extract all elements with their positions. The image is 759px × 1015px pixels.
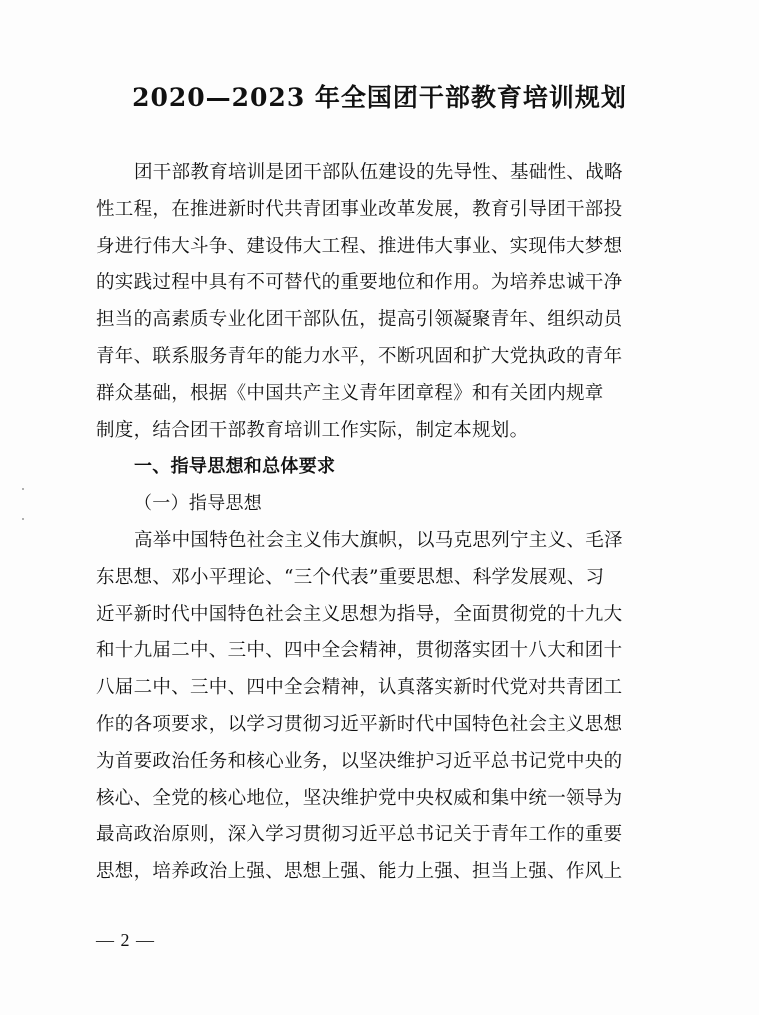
- paragraph-line: 和十九届二中、三中、四中全会精神，贯彻落实团十八大和团十: [96, 640, 623, 662]
- paragraph-line: 最高政治原则，深入学习贯彻习近平总书记关于青年工作的重要: [96, 824, 623, 846]
- paragraph-line: 团干部教育培训是团干部队伍建设的先导性、基础性、战略: [134, 162, 623, 183]
- paragraph-line: 性工程，在推进新时代共青团事业改革发展，教育引导团干部投: [96, 198, 623, 220]
- scan-speck: [22, 488, 24, 490]
- subsection-heading: （一）指导思想: [134, 493, 263, 515]
- document-body: [96, 155, 670, 891]
- document-title: 2020—2023 年全国团干部教育培训规划: [132, 83, 627, 112]
- page-number: — 2 —: [96, 930, 155, 950]
- paragraph-line: 身进行伟大斗争、建设伟大工程、推进伟大事业、实现伟大梦想: [96, 235, 623, 257]
- paragraph-line: 作的各项要求，以学习贯彻习近平新时代中国特色社会主义思想: [96, 713, 623, 735]
- paragraph-line: 为首要政治任务和核心业务，以坚决维护习近平总书记党中央的: [96, 750, 623, 772]
- paragraph-line: 八届二中、三中、四中全会精神，认真落实新时代党对共青团工: [96, 677, 623, 699]
- paragraph-line: 核心、全党的核心地位，坚决维护党中央权威和集中统一领导为: [96, 787, 623, 809]
- paragraph-line: 群众基础，根据《中国共产主义青年团章程》和有关团内规章: [96, 382, 604, 404]
- scan-speck: [22, 518, 24, 520]
- paragraph-line: 青年、联系服务青年的能力水平，不断巩固和扩大党执政的青年: [96, 345, 623, 367]
- paragraph-line: 东思想、邓小平理论、“三个代表”重要思想、科学发展观、习: [96, 566, 605, 588]
- section-heading: 一、指导思想和总体要求: [134, 456, 336, 478]
- paragraph-line: 高举中国特色社会主义伟大旗帜，以马克思列宁主义、毛泽: [134, 529, 623, 551]
- paragraph-line: 担当的高素质专业化团干部队伍，提高引领凝聚青年、组织动员: [96, 309, 623, 331]
- paragraph-line: 的实践过程中具有不可替代的重要地位和作用。为培养忠诚干净: [96, 272, 623, 294]
- paragraph-line: 近平新时代中国特色社会主义思想为指导，全面贯彻党的十九大: [96, 603, 623, 625]
- paragraph-line: 思想，培养政治上强、思想上强、能力上强、担当上强、作风上: [96, 861, 623, 883]
- paragraph-line: 制度，结合团干部教育培训工作实际，制定本规划。: [96, 419, 529, 441]
